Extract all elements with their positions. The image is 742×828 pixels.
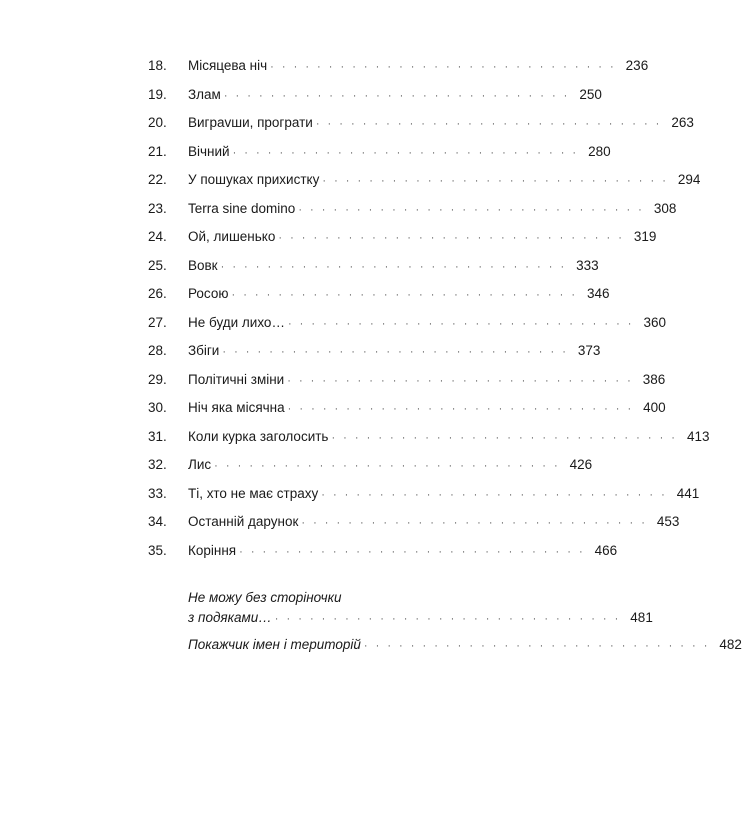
toc-entry [148, 256, 599, 276]
dot-leader: · · · · · · · · · · · · · · · · · · · · · · · · · · · · · · [270, 61, 617, 73]
chapter-title: Місяцева ніч [188, 58, 268, 73]
dot-leader: · · · · · · · · · · · · · · · · · · · · · · · · · · · · · · [220, 260, 567, 273]
toc-entry [148, 56, 649, 76]
dot-leader: · · · · · · · · · · · · · · · · · · · · · · · · · · · · · · [363, 640, 710, 652]
dot-leader: · · · · · · · · · · · · · · · · · · · · · · · · · · · · · · [322, 175, 669, 187]
toc-entry [148, 85, 602, 105]
page-number: 482 [719, 637, 742, 652]
chapter-number: 29. [148, 371, 167, 387]
dot-leader: · · · · · · · · · · · · · · · · · · · · · · · · · · · · · · [274, 613, 621, 625]
chapter-number: 23. [148, 200, 167, 216]
chapter-title: Terra sine domino [188, 200, 296, 216]
dot-leader: · · · · · · · · · · · · · · · · · · · · · · · · · · · · · · [222, 346, 569, 358]
chapter-title: Останній дарунок [188, 514, 299, 529]
dot-leader: · · · · · · · · · · · · · · · · · · · · · · · · · · · · · · [321, 488, 668, 501]
chapter-number: 34. [148, 514, 167, 529]
toc-entry [148, 484, 700, 504]
chapter-title: Не буди лихо… [188, 314, 285, 330]
toc-entry [148, 313, 666, 333]
toc-entry [148, 427, 710, 447]
chapter-title: Ті, хто не має страху [188, 485, 319, 501]
dot-leader: · · · · · · · · · · · · · · · · · · · · · · · · · · · · · · [287, 403, 634, 415]
page-number: 481 [630, 610, 653, 625]
page-number: 426 [569, 457, 593, 472]
page-number: 308 [653, 200, 677, 216]
page-number: 250 [579, 86, 602, 102]
chapter-title: Лис [188, 457, 212, 472]
page-number: 441 [676, 485, 700, 501]
dot-leader: · · · · · · · · · · · · · · · · · · · · · · · · · · · · · · [315, 118, 662, 130]
page-number: 319 [633, 229, 657, 244]
index-entry [188, 635, 742, 656]
page-number: 453 [656, 514, 680, 529]
chapter-title: Ніч яка місячна [188, 400, 285, 415]
page-number: 333 [576, 257, 599, 273]
chapter-title: Ой, лишенько [188, 229, 276, 244]
dot-leader: · · · · · · · · · · · · · · · · · · · · · · · · · · · · · · [278, 232, 625, 244]
chapter-number: 18. [148, 58, 167, 73]
dot-leader: · · · · · · · · · · · · · · · · · · · · · · · · · · · · · · [232, 146, 579, 159]
index-title: Покажчик імен і територій [188, 637, 361, 652]
dot-leader: · · · · · · · · · · · · · · · · · · · · · · · · · · · · · · [239, 545, 586, 558]
chapter-title: У пошуках прихистку [188, 172, 320, 187]
chapter-number: 20. [148, 115, 167, 130]
chapter-title: Росою [188, 286, 229, 301]
chapter-number: 32. [148, 457, 167, 472]
toc-entry [148, 455, 593, 475]
toc-entry [148, 370, 666, 390]
page-number: 466 [594, 542, 618, 558]
page-number: 236 [625, 58, 649, 73]
page-number: 346 [586, 286, 610, 301]
chapter-title: Коріння [188, 542, 237, 558]
dot-leader: · · · · · · · · · · · · · · · · · · · · · · · · · · · · · · [331, 431, 678, 444]
chapter-number: 24. [148, 229, 167, 244]
toc-entry [148, 512, 680, 532]
chapter-number: 31. [148, 428, 167, 444]
toc-entry [148, 284, 610, 304]
dot-leader: · · · · · · · · · · · · · · · · · · · · · · · · · · · · · · [231, 289, 578, 301]
dot-leader: · · · · · · · · · · · · · · · · · · · · · · · · · · · · · · [287, 317, 634, 330]
chapter-number: 35. [148, 542, 167, 558]
page-number: 373 [577, 343, 601, 358]
dot-leader: · · · · · · · · · · · · · · · · · · · · · · · · · · · · · · [223, 89, 570, 102]
chapter-number: 19. [148, 86, 167, 102]
page-number: 400 [643, 400, 666, 415]
chapter-number: 22. [148, 172, 167, 187]
page-number: 413 [686, 428, 710, 444]
dot-leader: · · · · · · · · · · · · · · · · · · · · · · · · · · · · · · [301, 517, 648, 529]
chapter-number: 33. [148, 485, 167, 501]
chapter-title: Виграvши, програти [188, 115, 313, 130]
acknowledgements-title-line1: Не можу без сторіночки [188, 590, 342, 605]
chapter-title: Політичні зміни [188, 371, 285, 387]
chapter-title: Вовк [188, 257, 218, 273]
toc-entry [148, 227, 657, 247]
chapter-number: 27. [148, 314, 167, 330]
page-number: 280 [588, 143, 611, 159]
acknowledgements-entry [188, 588, 653, 629]
chapter-title: Збіги [188, 343, 220, 358]
page-number: 360 [643, 314, 666, 330]
page-number: 263 [671, 115, 694, 130]
chapter-title: Злам [188, 86, 221, 102]
acknowledgements-title-line2: з подяками… [188, 610, 272, 625]
page-number: 386 [642, 371, 666, 387]
dot-leader: · · · · · · · · · · · · · · · · · · · · · · · · · · · · · · [298, 203, 645, 216]
chapter-number: 26. [148, 286, 167, 301]
chapter-title: Вічний [188, 143, 230, 159]
toc-entry [148, 142, 611, 162]
toc-entry [148, 341, 601, 361]
page-number: 294 [677, 172, 701, 187]
chapter-number: 28. [148, 343, 167, 358]
chapter-number: 30. [148, 400, 167, 415]
toc-entry [148, 199, 677, 219]
toc-entry [148, 398, 666, 418]
toc-entry [148, 170, 701, 190]
dot-leader: · · · · · · · · · · · · · · · · · · · · · · · · · · · · · · [287, 374, 634, 387]
chapter-number: 25. [148, 257, 167, 273]
chapter-number: 21. [148, 143, 167, 159]
dot-leader: · · · · · · · · · · · · · · · · · · · · · · · · · · · · · · [214, 460, 561, 472]
chapter-title: Коли курка заголосить [188, 428, 329, 444]
toc-entry [148, 541, 618, 561]
toc-entry [148, 113, 694, 133]
